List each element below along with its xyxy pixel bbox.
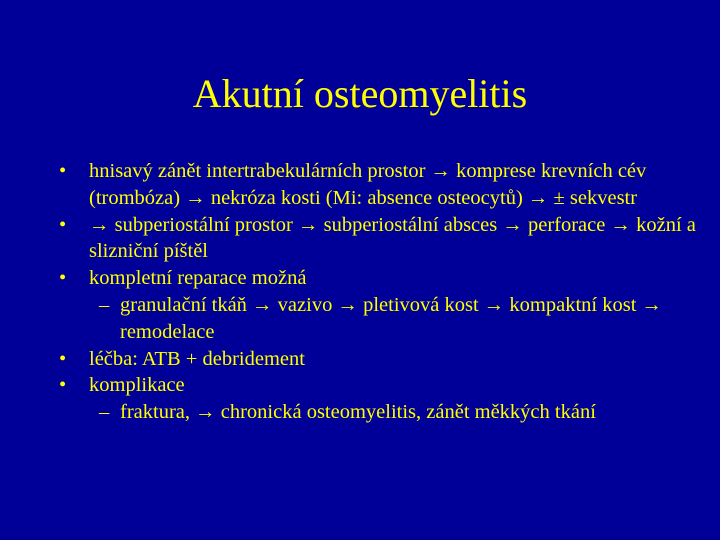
sub-item-text: fraktura, → chronická osteomyelitis, zánět měkkých tkání (120, 401, 596, 424)
slide-title: Akutní osteomyelitis (192, 71, 528, 116)
bullet-icon: • (59, 347, 67, 370)
bullet-item-treatment (0, 346, 720, 373)
bullet-text: kompletní reparace možná (89, 267, 307, 290)
bullet-text: → subperiostální prostor → subperiostální absces → perforace → kožní a slizniční píštěl (89, 213, 696, 263)
bullet-text: léčba: ATB + debridement (89, 347, 305, 370)
bullet-icon: • (59, 267, 67, 290)
sub-item-text: granulační tkáň → vazivo → pletivová kost → kompaktní kost → remodelace (120, 293, 663, 343)
sub-item-reparation (0, 292, 720, 346)
bullet-item-inflammation (0, 158, 720, 212)
bullet-text: hnisavý zánět intertrabekulárních prostor → komprese krevních cév (trombóza) → nekróza kosti (Mi: absence osteocytů) → ± sekvestr (89, 160, 647, 209)
bullet-item-subperiosteal (0, 212, 720, 266)
bullet-item-complications (0, 372, 720, 399)
sub-item-complications (0, 399, 720, 426)
bullet-text: komplikace (89, 374, 185, 397)
bullet-item-reparation (0, 265, 720, 292)
bullet-list (0, 158, 720, 426)
dash-icon: – (99, 293, 110, 316)
dash-icon: – (99, 401, 110, 424)
bullet-icon: • (59, 160, 67, 182)
bullet-icon: • (59, 213, 67, 236)
bullet-icon: • (59, 374, 67, 397)
